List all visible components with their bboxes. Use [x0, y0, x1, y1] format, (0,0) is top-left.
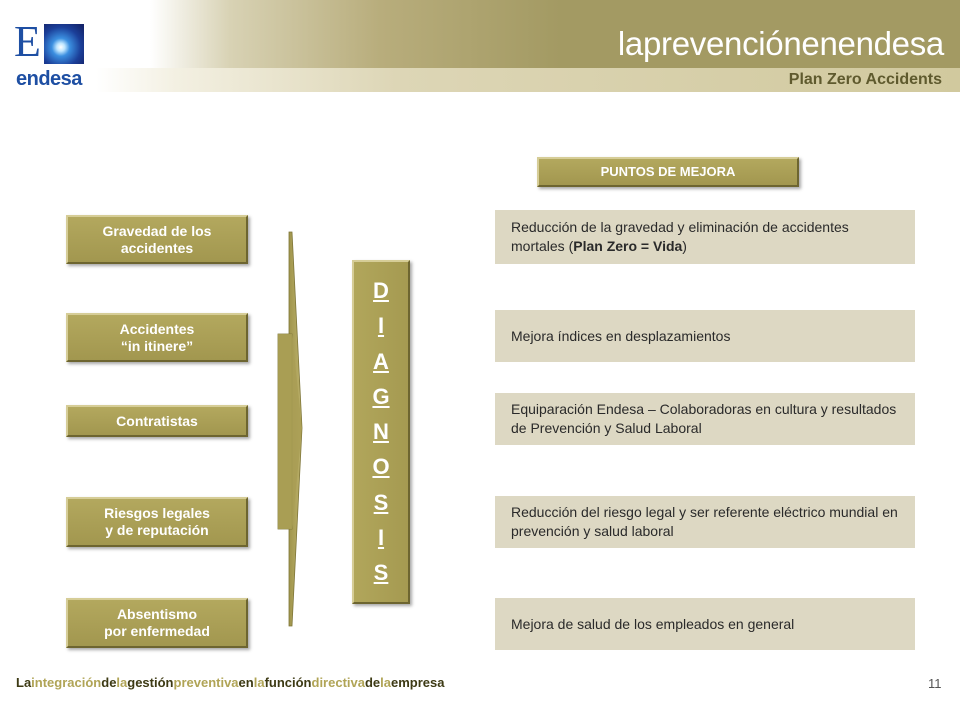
- puntos-de-mejora-header: PUNTOS DE MEJORA: [537, 157, 799, 187]
- improvement-text: Mejora de salud de los empleados en general: [511, 615, 795, 632]
- footer-tagline: [16, 675, 444, 691]
- logo-mark: E: [14, 17, 41, 66]
- diagnosis-letter: S: [373, 560, 389, 585]
- improvement-item-3: [495, 393, 915, 445]
- footer-word: de: [364, 675, 381, 690]
- left-item-gravedad: Gravedad de los accidentes: [66, 215, 248, 264]
- page-title: laprevenciónenendesa: [617, 25, 944, 62]
- footer-word: función: [264, 675, 312, 690]
- improvement-text-post: ): [682, 238, 687, 254]
- footer-word: la: [380, 675, 391, 690]
- improvement-text-pre: Reducción de la gravedad y eliminación de accidentes mortales (: [511, 219, 849, 254]
- improvement-item-4: [495, 496, 915, 548]
- diagnosis-box: [352, 260, 410, 604]
- footer-word: preventiva: [173, 675, 239, 690]
- left-item-contratistas: Contratistas: [66, 405, 248, 437]
- diagnosis-letter: I: [377, 524, 385, 550]
- logo-star-icon: [44, 24, 84, 64]
- diagnosis-letter: A: [373, 348, 389, 374]
- footer-word: gestión: [127, 675, 174, 690]
- footer-word: la: [253, 675, 265, 690]
- footer-word: directiva: [311, 675, 365, 690]
- improvement-item-5: [495, 598, 915, 650]
- footer-word: de: [101, 675, 117, 690]
- diagnosis-letter: I: [377, 313, 385, 339]
- diagnosis-letter: O: [372, 454, 390, 480]
- diagnosis-letter: N: [373, 419, 389, 444]
- footer-word: La: [16, 675, 32, 690]
- left-item-in-itinere: Accidentes “in itinere”: [66, 313, 248, 362]
- logo-text: endesa: [16, 68, 82, 90]
- improvement-text: Mejora índices en desplazamientos: [511, 327, 731, 344]
- diagnosis-letter: G: [372, 383, 390, 409]
- page-subtitle: Plan Zero Accidents: [788, 71, 942, 88]
- diagnosis-letter: S: [373, 489, 389, 515]
- footer-word: integración: [31, 675, 102, 690]
- improvement-text: [511, 218, 903, 256]
- diagnosis-letter: D: [373, 278, 389, 303]
- arrow-right-icon: [274, 228, 308, 630]
- improvement-item-1: [495, 210, 915, 264]
- footer-word: en: [238, 675, 254, 690]
- footer-word: empresa: [391, 675, 445, 690]
- improvement-text-bold: Plan Zero = Vida: [573, 238, 683, 254]
- improvement-text: Equiparación Endesa – Colaboradoras en cultura y resultados de Prevención y Salud Laboral: [511, 401, 897, 436]
- left-item-absentismo: Absentismo por enfermedad: [66, 598, 248, 648]
- left-item-riesgos: Riesgos legales y de reputación: [66, 497, 248, 547]
- endesa-logo: [14, 16, 90, 92]
- footer-word: la: [116, 675, 128, 690]
- improvement-text: Reducción del riesgo legal y ser referente eléctrico mundial en prevención y salud laboral: [511, 504, 898, 539]
- improvement-item-2: [495, 310, 915, 362]
- page-number: 11: [928, 676, 942, 691]
